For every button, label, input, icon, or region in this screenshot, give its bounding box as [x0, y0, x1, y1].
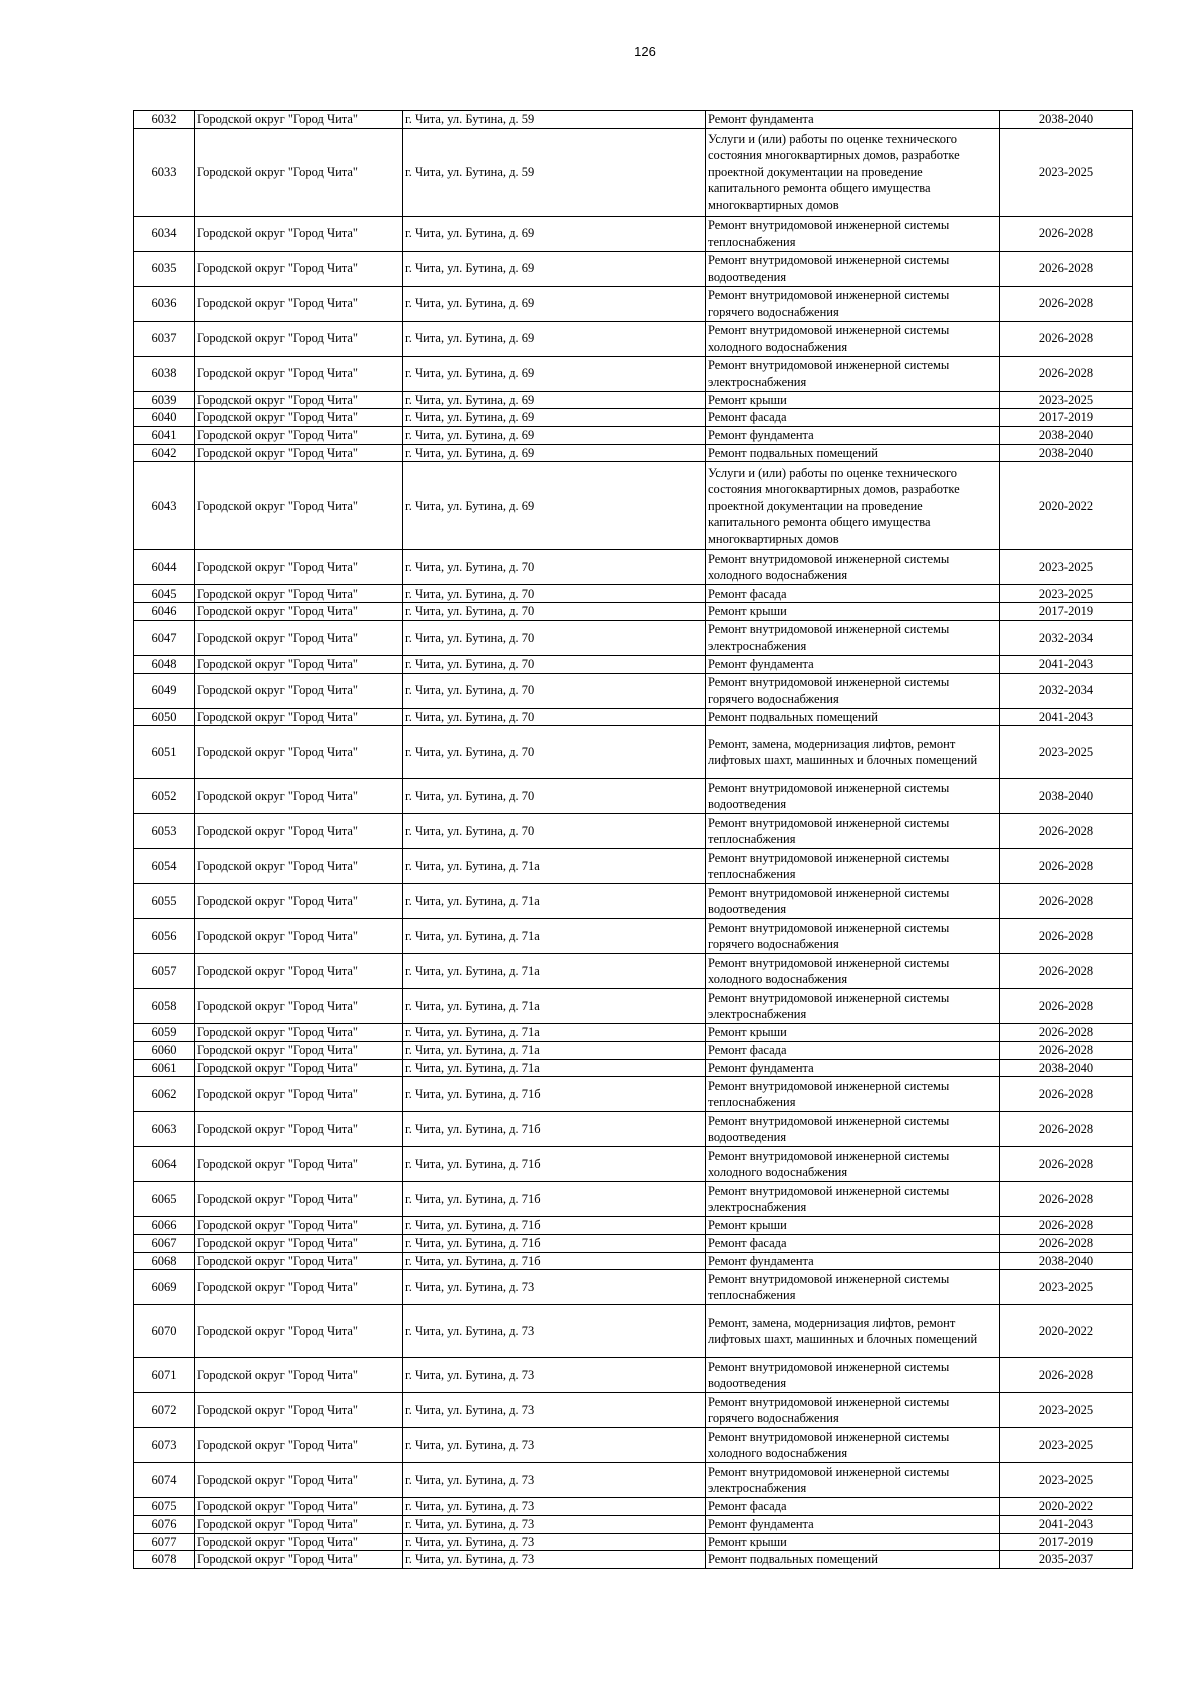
cell-period: 2041-2043: [1000, 655, 1133, 673]
cell-work: Ремонт фасада: [706, 1234, 1000, 1252]
cell-num: 6053: [134, 814, 195, 849]
cell-work: Ремонт фасада: [706, 1498, 1000, 1516]
cell-work: Ремонт внутридомовой инженерной системы горячего водоснабжения: [706, 286, 1000, 321]
cell-period: 2020-2022: [1000, 1305, 1133, 1358]
table-row: [134, 620, 1133, 655]
cell-addr: г. Чита, ул. Бутина, д. 71б: [403, 1182, 706, 1217]
cell-work: Ремонт фундамента: [706, 1516, 1000, 1534]
table-row: [134, 1147, 1133, 1182]
table-row: [134, 1234, 1133, 1252]
cell-addr: г. Чита, ул. Бутина, д. 73: [403, 1551, 706, 1569]
cell-work: Ремонт внутридомовой инженерной системы электроснабжения: [706, 1182, 1000, 1217]
cell-num: 6059: [134, 1024, 195, 1042]
cell-num: 6050: [134, 708, 195, 726]
cell-addr: г. Чита, ул. Бутина, д. 70: [403, 585, 706, 603]
table-row: [134, 954, 1133, 989]
cell-period: 2026-2028: [1000, 1077, 1133, 1112]
table-row: [134, 849, 1133, 884]
cell-addr: г. Чита, ул. Бутина, д. 69: [403, 216, 706, 251]
cell-work: Ремонт крыши: [706, 603, 1000, 621]
cell-addr: г. Чита, ул. Бутина, д. 71б: [403, 1234, 706, 1252]
table-row: [134, 1041, 1133, 1059]
cell-addr: г. Чита, ул. Бутина, д. 71б: [403, 1077, 706, 1112]
table-row: [134, 1533, 1133, 1551]
cell-period: 2038-2040: [1000, 1059, 1133, 1077]
cell-work: Ремонт крыши: [706, 391, 1000, 409]
cell-num: 6051: [134, 726, 195, 779]
cell-work: Ремонт фундамента: [706, 1059, 1000, 1077]
cell-addr: г. Чита, ул. Бутина, д. 70: [403, 603, 706, 621]
cell-period: 2026-2028: [1000, 1041, 1133, 1059]
cell-period: 2026-2028: [1000, 919, 1133, 954]
cell-area: Городской округ "Город Чита": [195, 1551, 403, 1569]
cell-addr: г. Чита, ул. Бутина, д. 73: [403, 1533, 706, 1551]
cell-addr: г. Чита, ул. Бутина, д. 70: [403, 550, 706, 585]
cell-work: Ремонт внутридомовой инженерной системы водоотведения: [706, 884, 1000, 919]
cell-period: 2020-2022: [1000, 462, 1133, 550]
cell-area: Городской округ "Город Чита": [195, 1252, 403, 1270]
cell-num: 6033: [134, 128, 195, 216]
cell-area: Городской округ "Город Чита": [195, 673, 403, 708]
cell-area: Городской округ "Город Чита": [195, 620, 403, 655]
cell-period: 2026-2028: [1000, 1217, 1133, 1235]
table-row: [134, 462, 1133, 550]
table-row: [134, 884, 1133, 919]
cell-addr: г. Чита, ул. Бутина, д. 71а: [403, 884, 706, 919]
cell-addr: г. Чита, ул. Бутина, д. 71б: [403, 1252, 706, 1270]
cell-period: 2026-2028: [1000, 1358, 1133, 1393]
cell-addr: г. Чита, ул. Бутина, д. 73: [403, 1358, 706, 1393]
table-row: [134, 708, 1133, 726]
cell-addr: г. Чита, ул. Бутина, д. 71б: [403, 1112, 706, 1147]
table-row: [134, 1358, 1133, 1393]
cell-area: Городской округ "Город Чита": [195, 1182, 403, 1217]
cell-period: 2026-2028: [1000, 251, 1133, 286]
cell-addr: г. Чита, ул. Бутина, д. 71а: [403, 989, 706, 1024]
cell-area: Городской округ "Город Чита": [195, 1059, 403, 1077]
cell-addr: г. Чита, ул. Бутина, д. 71б: [403, 1147, 706, 1182]
cell-period: 2023-2025: [1000, 726, 1133, 779]
cell-area: Городской округ "Город Чита": [195, 409, 403, 427]
cell-area: Городской округ "Город Чита": [195, 1147, 403, 1182]
table-row: [134, 726, 1133, 779]
cell-work: Ремонт внутридомовой инженерной системы теплоснабжения: [706, 814, 1000, 849]
cell-area: Городской округ "Город Чита": [195, 321, 403, 356]
cell-addr: г. Чита, ул. Бутина, д. 69: [403, 356, 706, 391]
table-row: [134, 1217, 1133, 1235]
cell-num: 6032: [134, 111, 195, 129]
cell-addr: г. Чита, ул. Бутина, д. 70: [403, 779, 706, 814]
cell-period: 2023-2025: [1000, 391, 1133, 409]
cell-addr: г. Чита, ул. Бутина, д. 69: [403, 427, 706, 445]
cell-num: 6056: [134, 919, 195, 954]
cell-area: Городской округ "Город Чита": [195, 1428, 403, 1463]
cell-addr: г. Чита, ул. Бутина, д. 70: [403, 814, 706, 849]
cell-period: 2017-2019: [1000, 1533, 1133, 1551]
cell-period: 2032-2034: [1000, 620, 1133, 655]
cell-period: 2017-2019: [1000, 603, 1133, 621]
cell-period: 2023-2025: [1000, 1428, 1133, 1463]
cell-num: 6065: [134, 1182, 195, 1217]
cell-period: 2026-2028: [1000, 1182, 1133, 1217]
cell-work: Ремонт внутридомовой инженерной системы электроснабжения: [706, 989, 1000, 1024]
cell-num: 6074: [134, 1463, 195, 1498]
cell-area: Городской округ "Город Чита": [195, 814, 403, 849]
cell-addr: г. Чита, ул. Бутина, д. 71б: [403, 1217, 706, 1235]
cell-area: Городской округ "Город Чита": [195, 356, 403, 391]
cell-area: Городской округ "Город Чита": [195, 655, 403, 673]
cell-area: Городской округ "Город Чита": [195, 1533, 403, 1551]
cell-period: 2023-2025: [1000, 1393, 1133, 1428]
table-row: [134, 1428, 1133, 1463]
cell-area: Городской округ "Город Чита": [195, 708, 403, 726]
cell-num: 6046: [134, 603, 195, 621]
table-row: [134, 603, 1133, 621]
cell-num: 6034: [134, 216, 195, 251]
cell-area: Городской округ "Город Чита": [195, 1498, 403, 1516]
cell-num: 6076: [134, 1516, 195, 1534]
page-number: 126: [634, 44, 656, 59]
cell-addr: г. Чита, ул. Бутина, д. 70: [403, 726, 706, 779]
cell-work: Ремонт внутридомовой инженерной системы электроснабжения: [706, 620, 1000, 655]
cell-num: 6035: [134, 251, 195, 286]
cell-area: Городской округ "Город Чита": [195, 726, 403, 779]
cell-work: Ремонт крыши: [706, 1533, 1000, 1551]
cell-addr: г. Чита, ул. Бутина, д. 69: [403, 286, 706, 321]
cell-area: Городской округ "Город Чита": [195, 1112, 403, 1147]
cell-period: 2023-2025: [1000, 1463, 1133, 1498]
table-row: [134, 111, 1133, 129]
cell-period: 2026-2028: [1000, 989, 1133, 1024]
cell-work: Ремонт фасада: [706, 585, 1000, 603]
table-row: [134, 427, 1133, 445]
cell-work: Ремонт фундамента: [706, 111, 1000, 129]
cell-period: 2026-2028: [1000, 814, 1133, 849]
cell-work: Ремонт внутридомовой инженерной системы теплоснабжения: [706, 1077, 1000, 1112]
table-row: [134, 1463, 1133, 1498]
cell-addr: г. Чита, ул. Бутина, д. 70: [403, 655, 706, 673]
cell-num: 6036: [134, 286, 195, 321]
cell-work: Ремонт крыши: [706, 1217, 1000, 1235]
cell-period: 2023-2025: [1000, 1270, 1133, 1305]
cell-area: Городской округ "Город Чита": [195, 849, 403, 884]
cell-area: Городской округ "Город Чита": [195, 286, 403, 321]
table-row: [134, 321, 1133, 356]
cell-addr: г. Чита, ул. Бутина, д. 59: [403, 128, 706, 216]
cell-num: 6040: [134, 409, 195, 427]
cell-work: Ремонт подвальных помещений: [706, 444, 1000, 462]
cell-period: 2023-2025: [1000, 550, 1133, 585]
cell-addr: г. Чита, ул. Бутина, д. 69: [403, 251, 706, 286]
cell-period: 2017-2019: [1000, 409, 1133, 427]
cell-area: Городской округ "Город Чита": [195, 1077, 403, 1112]
cell-num: 6072: [134, 1393, 195, 1428]
table-row: [134, 673, 1133, 708]
table-row: [134, 1024, 1133, 1042]
table-row: [134, 814, 1133, 849]
cell-work: Ремонт внутридомовой инженерной системы водоотведения: [706, 1112, 1000, 1147]
cell-work: Ремонт внутридомовой инженерной системы холодного водоснабжения: [706, 1428, 1000, 1463]
cell-work: Ремонт, замена, модернизация лифтов, ремонт лифтовых шахт, машинных и блочных помещений: [706, 1305, 1000, 1358]
cell-work: Ремонт фасада: [706, 409, 1000, 427]
cell-addr: г. Чита, ул. Бутина, д. 71а: [403, 919, 706, 954]
cell-work: Ремонт внутридомовой инженерной системы горячего водоснабжения: [706, 673, 1000, 708]
cell-num: 6048: [134, 655, 195, 673]
cell-work: Ремонт внутридомовой инженерной системы теплоснабжения: [706, 1270, 1000, 1305]
cell-num: 6047: [134, 620, 195, 655]
table-row: [134, 128, 1133, 216]
cell-num: 6068: [134, 1252, 195, 1270]
cell-area: Городской округ "Город Чита": [195, 989, 403, 1024]
table-row: [134, 1077, 1133, 1112]
cell-period: 2026-2028: [1000, 1024, 1133, 1042]
cell-work: Ремонт фундамента: [706, 655, 1000, 673]
table-row: [134, 216, 1133, 251]
cell-num: 6066: [134, 1217, 195, 1235]
cell-addr: г. Чита, ул. Бутина, д. 71а: [403, 1024, 706, 1042]
cell-work: Ремонт внутридомовой инженерной системы электроснабжения: [706, 1463, 1000, 1498]
cell-area: Городской округ "Город Чита": [195, 1041, 403, 1059]
cell-period: 2038-2040: [1000, 444, 1133, 462]
cell-num: 6043: [134, 462, 195, 550]
cell-num: 6049: [134, 673, 195, 708]
cell-work: Ремонт внутридомовой инженерной системы горячего водоснабжения: [706, 1393, 1000, 1428]
cell-area: Городской округ "Город Чита": [195, 954, 403, 989]
cell-addr: г. Чита, ул. Бутина, д. 69: [403, 462, 706, 550]
cell-addr: г. Чита, ул. Бутина, д. 73: [403, 1305, 706, 1358]
table-row: [134, 655, 1133, 673]
cell-addr: г. Чита, ул. Бутина, д. 73: [403, 1270, 706, 1305]
cell-addr: г. Чита, ул. Бутина, д. 70: [403, 620, 706, 655]
cell-num: 6039: [134, 391, 195, 409]
cell-period: 2026-2028: [1000, 356, 1133, 391]
cell-work: Ремонт внутридомовой инженерной системы водоотведения: [706, 251, 1000, 286]
cell-addr: г. Чита, ул. Бутина, д. 71а: [403, 849, 706, 884]
repair-schedule-table: [133, 110, 1133, 1569]
cell-area: Городской округ "Город Чита": [195, 1234, 403, 1252]
cell-num: 6067: [134, 1234, 195, 1252]
cell-area: Городской округ "Город Чита": [195, 779, 403, 814]
cell-addr: г. Чита, ул. Бутина, д. 73: [403, 1463, 706, 1498]
cell-area: Городской округ "Город Чита": [195, 216, 403, 251]
cell-period: 2026-2028: [1000, 1112, 1133, 1147]
cell-period: 2041-2043: [1000, 708, 1133, 726]
cell-period: 2026-2028: [1000, 1234, 1133, 1252]
table-row: [134, 1551, 1133, 1569]
cell-addr: г. Чита, ул. Бутина, д. 71а: [403, 1041, 706, 1059]
cell-period: 2038-2040: [1000, 1252, 1133, 1270]
cell-addr: г. Чита, ул. Бутина, д. 69: [403, 444, 706, 462]
cell-area: Городской округ "Город Чита": [195, 462, 403, 550]
table-row: [134, 1498, 1133, 1516]
table-row: [134, 1252, 1133, 1270]
cell-num: 6077: [134, 1533, 195, 1551]
cell-work: Услуги и (или) работы по оценке технического состояния многоквартирных домов, разработке проектной документации на проведение капитального ремонта общего имущества многоквартирных домов: [706, 462, 1000, 550]
cell-period: 2032-2034: [1000, 673, 1133, 708]
cell-num: 6052: [134, 779, 195, 814]
cell-num: 6075: [134, 1498, 195, 1516]
cell-work: Ремонт подвальных помещений: [706, 1551, 1000, 1569]
cell-area: Городской округ "Город Чита": [195, 251, 403, 286]
cell-period: 2026-2028: [1000, 321, 1133, 356]
cell-area: Городской округ "Город Чита": [195, 427, 403, 445]
table-row: [134, 1305, 1133, 1358]
cell-addr: г. Чита, ул. Бутина, д. 69: [403, 409, 706, 427]
cell-area: Городской округ "Город Чита": [195, 1217, 403, 1235]
table-row: [134, 1059, 1133, 1077]
cell-work: Ремонт крыши: [706, 1024, 1000, 1042]
table-row: [134, 1393, 1133, 1428]
cell-work: Ремонт фасада: [706, 1041, 1000, 1059]
table-row: [134, 251, 1133, 286]
table-row: [134, 1112, 1133, 1147]
cell-work: Ремонт внутридомовой инженерной системы водоотведения: [706, 779, 1000, 814]
cell-area: Городской округ "Город Чита": [195, 1516, 403, 1534]
cell-work: Ремонт внутридомовой инженерной системы теплоснабжения: [706, 216, 1000, 251]
cell-num: 6055: [134, 884, 195, 919]
cell-work: Ремонт внутридомовой инженерной системы теплоснабжения: [706, 849, 1000, 884]
cell-area: Городской округ "Город Чита": [195, 550, 403, 585]
cell-num: 6062: [134, 1077, 195, 1112]
cell-area: Городской округ "Город Чита": [195, 585, 403, 603]
cell-num: 6058: [134, 989, 195, 1024]
cell-num: 6041: [134, 427, 195, 445]
cell-area: Городской округ "Город Чита": [195, 919, 403, 954]
cell-addr: г. Чита, ул. Бутина, д. 59: [403, 111, 706, 129]
cell-work: Ремонт внутридомовой инженерной системы холодного водоснабжения: [706, 550, 1000, 585]
cell-area: Городской округ "Город Чита": [195, 128, 403, 216]
cell-area: Городской округ "Город Чита": [195, 444, 403, 462]
cell-period: 2020-2022: [1000, 1498, 1133, 1516]
cell-addr: г. Чита, ул. Бутина, д. 73: [403, 1498, 706, 1516]
cell-area: Городской округ "Город Чита": [195, 1024, 403, 1042]
cell-num: 6063: [134, 1112, 195, 1147]
cell-area: Городской округ "Город Чита": [195, 884, 403, 919]
cell-num: 6061: [134, 1059, 195, 1077]
cell-num: 6044: [134, 550, 195, 585]
cell-period: 2035-2037: [1000, 1551, 1133, 1569]
cell-work: Ремонт внутридомовой инженерной системы холодного водоснабжения: [706, 1147, 1000, 1182]
cell-period: 2026-2028: [1000, 1147, 1133, 1182]
table-row: [134, 1270, 1133, 1305]
cell-num: 6064: [134, 1147, 195, 1182]
cell-area: Городской округ "Город Чита": [195, 1393, 403, 1428]
cell-area: Городской округ "Город Чита": [195, 111, 403, 129]
cell-work: Услуги и (или) работы по оценке технического состояния многоквартирных домов, разработке проектной документации на проведение капитального ремонта общего имущества многоквартирных домов: [706, 128, 1000, 216]
table-row: [134, 779, 1133, 814]
table-row: [134, 550, 1133, 585]
cell-period: 2026-2028: [1000, 849, 1133, 884]
cell-period: 2041-2043: [1000, 1516, 1133, 1534]
table-row: [134, 585, 1133, 603]
cell-work: Ремонт внутридомовой инженерной системы холодного водоснабжения: [706, 321, 1000, 356]
table-row: [134, 989, 1133, 1024]
cell-period: 2038-2040: [1000, 779, 1133, 814]
cell-addr: г. Чита, ул. Бутина, д. 73: [403, 1393, 706, 1428]
table-row: [134, 286, 1133, 321]
cell-period: 2038-2040: [1000, 111, 1133, 129]
cell-work: Ремонт, замена, модернизация лифтов, ремонт лифтовых шахт, машинных и блочных помещений: [706, 726, 1000, 779]
cell-work: Ремонт фундамента: [706, 1252, 1000, 1270]
cell-area: Городской округ "Город Чита": [195, 603, 403, 621]
table-row: [134, 444, 1133, 462]
table-row: [134, 409, 1133, 427]
cell-num: 6038: [134, 356, 195, 391]
cell-period: 2026-2028: [1000, 884, 1133, 919]
cell-num: 6078: [134, 1551, 195, 1569]
table-row: [134, 1516, 1133, 1534]
cell-num: 6069: [134, 1270, 195, 1305]
cell-area: Городской округ "Город Чита": [195, 1463, 403, 1498]
cell-num: 6060: [134, 1041, 195, 1059]
cell-period: 2038-2040: [1000, 427, 1133, 445]
cell-num: 6057: [134, 954, 195, 989]
cell-num: 6045: [134, 585, 195, 603]
cell-area: Городской округ "Город Чита": [195, 1305, 403, 1358]
cell-work: Ремонт подвальных помещений: [706, 708, 1000, 726]
cell-work: Ремонт внутридомовой инженерной системы холодного водоснабжения: [706, 954, 1000, 989]
cell-num: 6073: [134, 1428, 195, 1463]
cell-period: 2023-2025: [1000, 585, 1133, 603]
cell-area: Городской округ "Город Чита": [195, 391, 403, 409]
cell-work: Ремонт внутридомовой инженерной системы электроснабжения: [706, 356, 1000, 391]
cell-num: 6054: [134, 849, 195, 884]
cell-addr: г. Чита, ул. Бутина, д. 69: [403, 321, 706, 356]
cell-addr: г. Чита, ул. Бутина, д. 71а: [403, 1059, 706, 1077]
table-row: [134, 356, 1133, 391]
cell-addr: г. Чита, ул. Бутина, д. 71а: [403, 954, 706, 989]
cell-num: 6037: [134, 321, 195, 356]
cell-num: 6042: [134, 444, 195, 462]
cell-period: 2023-2025: [1000, 128, 1133, 216]
cell-period: 2026-2028: [1000, 216, 1133, 251]
cell-work: Ремонт фундамента: [706, 427, 1000, 445]
table-row: [134, 391, 1133, 409]
cell-area: Городской округ "Город Чита": [195, 1358, 403, 1393]
cell-period: 2026-2028: [1000, 286, 1133, 321]
cell-area: Городской округ "Город Чита": [195, 1270, 403, 1305]
table-row: [134, 919, 1133, 954]
cell-addr: г. Чита, ул. Бутина, д. 70: [403, 708, 706, 726]
cell-work: Ремонт внутридомовой инженерной системы водоотведения: [706, 1358, 1000, 1393]
cell-addr: г. Чита, ул. Бутина, д. 69: [403, 391, 706, 409]
cell-period: 2026-2028: [1000, 954, 1133, 989]
cell-addr: г. Чита, ул. Бутина, д. 73: [403, 1516, 706, 1534]
table-row: [134, 1182, 1133, 1217]
cell-num: 6071: [134, 1358, 195, 1393]
cell-work: Ремонт внутридомовой инженерной системы горячего водоснабжения: [706, 919, 1000, 954]
cell-num: 6070: [134, 1305, 195, 1358]
cell-addr: г. Чита, ул. Бутина, д. 73: [403, 1428, 706, 1463]
cell-addr: г. Чита, ул. Бутина, д. 70: [403, 673, 706, 708]
